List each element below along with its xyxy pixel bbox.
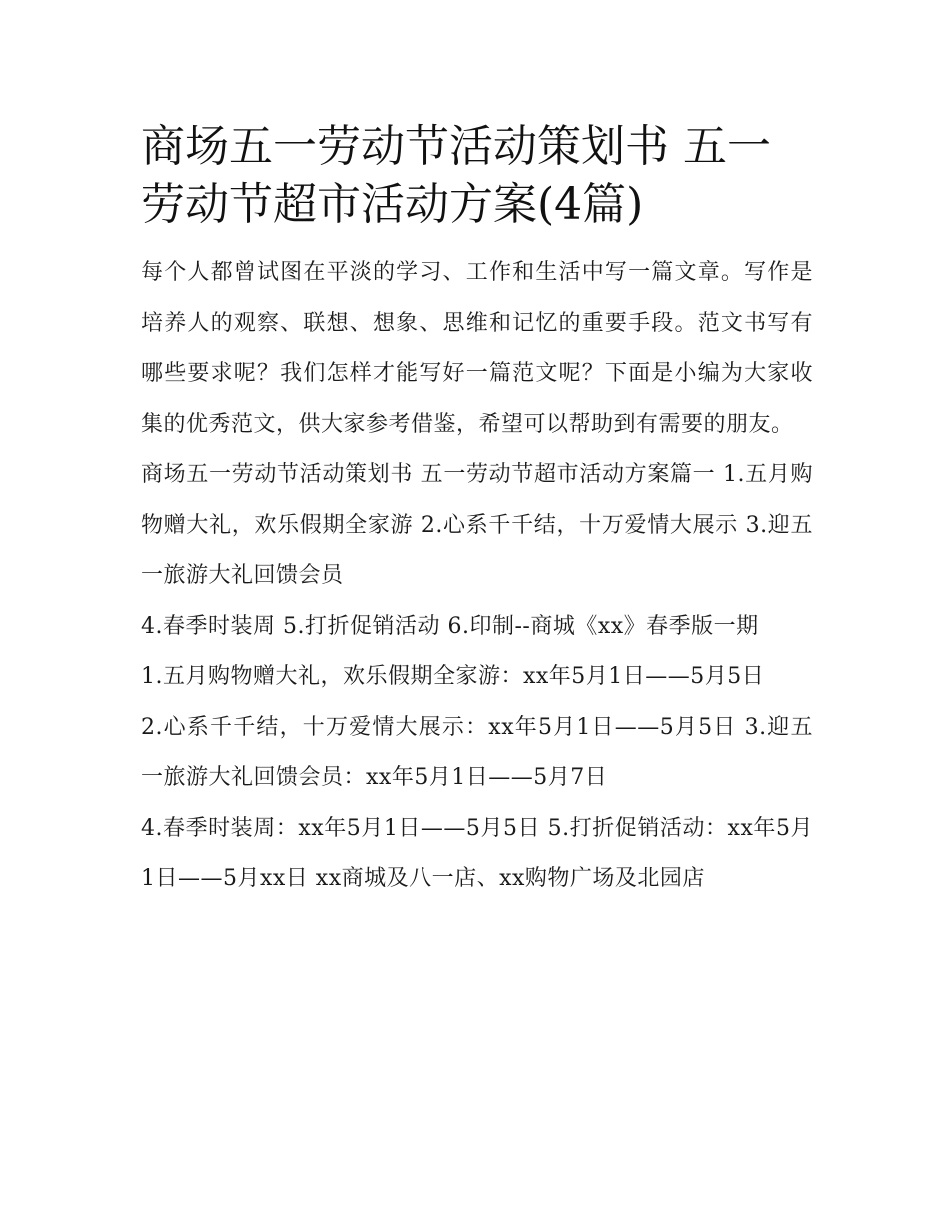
paragraph-plan-items: 4.春季时装周 5.打折促销活动 6.印制--商城《xx》春季版一期 <box>141 613 759 639</box>
paragraph-intro: 每个人都曾试图在平淡的学习、工作和生活中写一篇文章。写作是培养人的观察、联想、想象、思维和记忆的重要手段。范文书写有哪些要求呢？我们怎样才能写好一篇范文呢？下面是小编为大家收集的优秀范文，供大家参考借鉴，希望可以帮助到有需要的朋友。 <box>141 260 813 437</box>
paragraph-schedule-3: 4.春季时装周：xx年5月1日——5月5日 5.打折促销活动：xx年5月1日——5月xx日 xx商城及八一店、xx购物广场及北园店 <box>141 815 813 891</box>
paragraph-schedule-1: 1.五月购物赠大礼，欢乐假期全家游：xx年5月1日——5月5日 <box>141 664 765 689</box>
document-body <box>141 118 813 905</box>
paragraph-schedule-2: 2.心系千千结，十万爱情大展示：xx年5月1日——5月5日 3.迎五一旅游大礼回馈会员：xx年5月1日——5月7日 <box>141 714 813 790</box>
paragraph-plan-overview: 商场五一劳动节活动策划书 五一劳动节超市活动方案篇一 1.五月购物赠大礼，欢乐假期全家游 2.心系千千结，十万爱情大展示 3.迎五一旅游大礼回馈会员 <box>141 462 813 588</box>
document-title: 商场五一劳动节活动策划书 五一劳动节超市活动方案(4篇) <box>141 121 771 230</box>
